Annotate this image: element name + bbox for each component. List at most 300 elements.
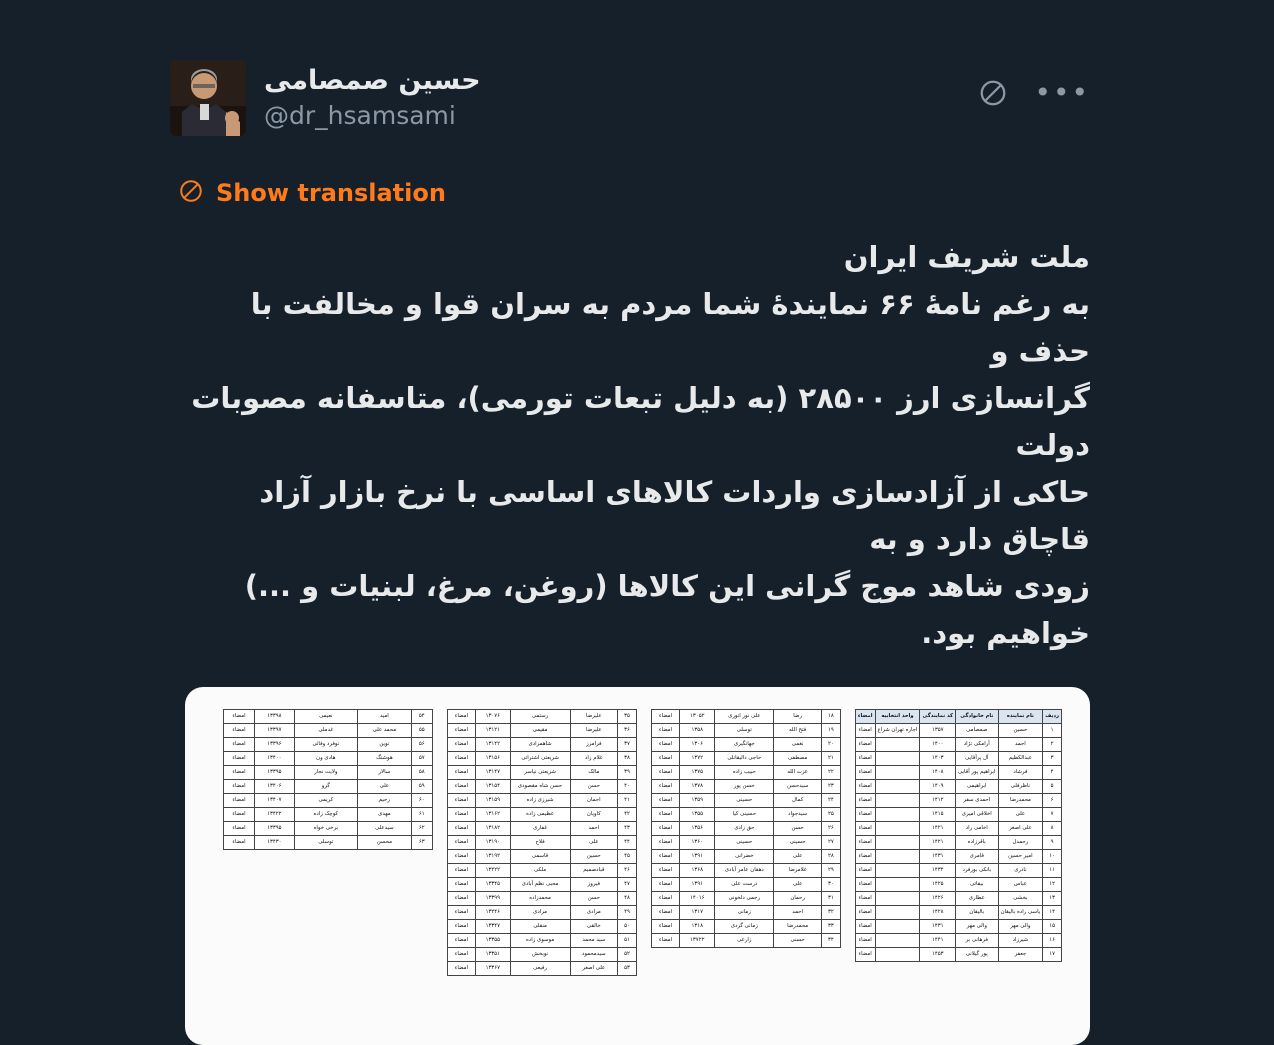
- table-cell: فرشاد: [998, 765, 1043, 779]
- table-row: [447, 765, 636, 779]
- table-cell: برخی خواه: [294, 821, 358, 835]
- table-cell: امضاء: [651, 723, 679, 737]
- table-cell: علی: [774, 877, 822, 891]
- table-cell: امضاء: [855, 737, 875, 751]
- table-cell: آرامکی نژاد: [956, 737, 999, 751]
- table-cell: ۱۳۷۲: [680, 751, 715, 765]
- table-cell: امضاء: [855, 891, 875, 905]
- table-3: [651, 709, 841, 948]
- table-cell: ۲۳: [821, 779, 840, 793]
- table-cell: ۱۴۵۳: [920, 947, 956, 961]
- tweet-container: [170, 60, 1090, 1045]
- table-cell: رجمی دلخونی: [715, 891, 774, 905]
- table-cell: [875, 919, 920, 933]
- table-cell: حسن پور: [715, 779, 774, 793]
- table-cell: امضاء: [855, 765, 875, 779]
- table-row: [651, 933, 840, 947]
- table-cell: ۹: [1043, 835, 1062, 849]
- table-cell: رحیم: [358, 793, 412, 807]
- table-cell: فتح الله: [774, 723, 822, 737]
- table-cell: رحمان: [774, 891, 822, 905]
- table-cell: امضاء: [447, 751, 475, 765]
- tweet-text: [170, 234, 1090, 657]
- table-cell: امضاء: [855, 849, 875, 863]
- table-row: [447, 821, 636, 835]
- table-cell: ۱۳۴۰۶: [255, 779, 294, 793]
- table-cell: ابراهیمی: [956, 779, 999, 793]
- table-cell: ۲۷: [821, 835, 840, 849]
- table-row: [855, 849, 1061, 863]
- table-row: [651, 807, 840, 821]
- table-cell: ۶۱: [411, 807, 432, 821]
- table-cell: امضاء: [651, 877, 679, 891]
- table-cell: ۱۳۱۷: [680, 905, 715, 919]
- table-cell: کمال: [774, 793, 822, 807]
- table-cell: ۵۱: [618, 933, 637, 947]
- table-row: [223, 765, 432, 779]
- table-cell: علیرضا: [570, 723, 618, 737]
- table-cell: امضاء: [651, 933, 679, 947]
- table-cell: ۱۴۰۸: [920, 765, 956, 779]
- table-row: [651, 849, 840, 863]
- table-row: [651, 919, 840, 933]
- table-cell: حسین: [570, 849, 618, 863]
- table-cell: ۵۷: [411, 751, 432, 765]
- table-cell: نغمی: [774, 737, 822, 751]
- table-row: [447, 751, 636, 765]
- table-cell: امضاء: [447, 863, 475, 877]
- table-cell: امضاء: [223, 765, 254, 779]
- table-cell: حسین: [998, 723, 1043, 737]
- table-cell: امضاء: [223, 807, 254, 821]
- table-cell: [875, 737, 920, 751]
- table-cell: علی: [358, 779, 412, 793]
- table-cell: ۱۳۰۷۶: [476, 709, 511, 723]
- table-row: [447, 723, 636, 737]
- table-cell: ۱۳۹۱: [680, 849, 715, 863]
- translate-disabled-icon[interactable]: [978, 78, 1008, 108]
- table-cell: امضاء: [447, 723, 475, 737]
- table-cell: عبدالکظیم: [998, 751, 1043, 765]
- table-cell: ۳۰: [821, 877, 840, 891]
- tweet-header: [170, 60, 1090, 136]
- table-row: [223, 723, 432, 737]
- table-cell: حسینی: [774, 835, 822, 849]
- table-row: [223, 709, 432, 723]
- table-row: [855, 751, 1061, 765]
- table-cell: ۱۳۰۶: [680, 737, 715, 751]
- table-cell: امضاء: [447, 905, 475, 919]
- table-cell: علی: [774, 849, 822, 863]
- table-cell: ۵۸: [411, 765, 432, 779]
- table-cell: ۲۵: [821, 807, 840, 821]
- table-row: [447, 709, 636, 723]
- table-cell: امضاء: [855, 751, 875, 765]
- table-cell: نوین: [358, 737, 412, 751]
- table-cell: امضاء: [223, 737, 254, 751]
- table-cell: حسن شاه مقصودی: [510, 779, 570, 793]
- more-options-icon[interactable]: •••: [1034, 76, 1090, 109]
- table-cell: ۵۰: [618, 919, 637, 933]
- table-cell: ۱۳۳۴۷: [476, 919, 511, 933]
- table-cell: ۱۶: [1043, 933, 1062, 947]
- table-cell: ۱۳۴۲۲: [255, 807, 294, 821]
- table-cell: حاجی دالیقانلی: [715, 751, 774, 765]
- table-cell: ۱۳۳۹۹: [476, 891, 511, 905]
- table-cell: امضاء: [447, 765, 475, 779]
- table-cell: امضاء: [855, 779, 875, 793]
- table-cell: ۲۹: [821, 863, 840, 877]
- table-cell: امضاء: [447, 709, 475, 723]
- table-cell: کاویان: [570, 807, 618, 821]
- table-cell: امضاء: [855, 835, 875, 849]
- table-cell: امضاء: [223, 723, 254, 737]
- table-cell: ۴۸: [618, 891, 637, 905]
- table-cell: ۱۷: [1043, 947, 1062, 961]
- table-cell: ۱۳۵۹: [680, 793, 715, 807]
- table-cell: ۱۲: [1043, 877, 1062, 891]
- tweet-text-line: زودی شاهد موج گرانی این کالاها (روغن، مرغ، لبنیات و ...) خواهیم بود.: [244, 568, 1090, 650]
- table-cell: ۴۲: [618, 807, 637, 821]
- table-cell: سیدعلی: [358, 821, 412, 835]
- table-cell: [875, 821, 920, 835]
- table-cell: ۱۰: [1043, 849, 1062, 863]
- table-cell: ۶۳: [411, 835, 432, 849]
- table-cell: ۵۲: [618, 947, 637, 961]
- table-row: [855, 947, 1061, 961]
- table-cell: مهدی: [358, 807, 412, 821]
- table-row: [651, 737, 840, 751]
- table-row: [855, 877, 1061, 891]
- table-cell: عباس: [998, 877, 1043, 891]
- table-cell: ۵۳: [618, 961, 637, 975]
- table-cell: درست علی: [715, 877, 774, 891]
- table-cell: امضاء: [223, 835, 254, 849]
- table-cell: ۳۶: [618, 723, 637, 737]
- table-cell: احمد: [774, 905, 822, 919]
- table-cell: [875, 807, 920, 821]
- table-cell: ۱۹: [821, 723, 840, 737]
- table-cell: امضاء: [651, 863, 679, 877]
- tweet-text-line: گرانسازی ارز ۲۸۵۰۰ (به دلیل تبعات تورمی)، متاسفانه مصوبات دولت: [191, 380, 1090, 462]
- table-cell: ۳۴: [821, 933, 840, 947]
- table-cell: شاهمرادی: [510, 737, 570, 751]
- table-cell: [875, 947, 920, 961]
- table-cell: امضاء: [223, 793, 254, 807]
- table-cell: ۷: [1043, 807, 1062, 821]
- table-row: [447, 835, 636, 849]
- table-cell: ۳۲: [821, 905, 840, 919]
- table-cell: امضاء: [447, 877, 475, 891]
- table-cell: ۱۳۷۵: [680, 765, 715, 779]
- table-cell: صمصامی: [956, 723, 999, 737]
- table-cell: ۴۷: [618, 877, 637, 891]
- table-cell: رستمی: [510, 709, 570, 723]
- table-cell: ۱۳۳۹۵: [255, 765, 294, 779]
- table-row: [447, 919, 636, 933]
- table-cell: امضاء: [651, 737, 679, 751]
- table-row: [651, 765, 840, 779]
- table-cell: حسن: [570, 891, 618, 905]
- tweet-text-line: به رغم نامهٔ ۶۶ نمایندهٔ شما مردم به سران قوا و مخالفت با حذف و: [250, 286, 1090, 368]
- table-cell: سیدمحمود: [570, 947, 618, 961]
- table-cell: امضاء: [447, 807, 475, 821]
- table-row: [651, 863, 840, 877]
- table-cell: حبیب زاده: [715, 765, 774, 779]
- table-header-cell: واحد انتخابیه: [875, 709, 920, 723]
- table-cell: حق زادی: [715, 821, 774, 835]
- table-cell: امضاء: [651, 905, 679, 919]
- table-cell: شیرزاد: [998, 933, 1043, 947]
- table-cell: امضاء: [447, 891, 475, 905]
- table-row: [855, 723, 1061, 737]
- table-cell: ۱۳۱۹۲: [476, 849, 511, 863]
- table-cell: ۱۳۱۸۲: [476, 821, 511, 835]
- table-cell: امضاء: [651, 849, 679, 863]
- table-cell: [875, 849, 920, 863]
- table-cell: بالیقان: [956, 905, 999, 919]
- avatar[interactable]: [170, 60, 246, 136]
- table-row: [447, 933, 636, 947]
- table-cell: ۱۱: [1043, 863, 1062, 877]
- table-cell: مرادی: [570, 905, 618, 919]
- table-cell: دهقان عامر آبادی: [715, 863, 774, 877]
- table-cell: ۱۴۲۵: [920, 877, 956, 891]
- table-cell: نوفرد وفائی: [294, 737, 358, 751]
- table-cell: [875, 793, 920, 807]
- table-row: [447, 891, 636, 905]
- table-cell: ۱۴۳۴: [920, 863, 956, 877]
- table-cell: ۱۸: [821, 709, 840, 723]
- header-actions: [978, 60, 1090, 108]
- translate-icon: [178, 178, 204, 208]
- table-cell: امضاء: [447, 961, 475, 975]
- table-cell: ۱۳۳۹۸: [255, 709, 294, 723]
- table-cell: خضرانی: [715, 849, 774, 863]
- table-header-row: [855, 709, 1061, 723]
- table-row: [651, 905, 840, 919]
- table-row: [855, 919, 1061, 933]
- show-translation-row[interactable]: [178, 178, 1090, 208]
- table-cell: ۱۳۱۴۷: [476, 765, 511, 779]
- table-cell: حسنی: [774, 933, 822, 947]
- table-cell: عطاری: [956, 891, 999, 905]
- table-cell: حسینی: [715, 793, 774, 807]
- table-cell: ۱۴۰۹: [920, 779, 956, 793]
- table-cell: ۱۴۴۱: [920, 933, 956, 947]
- table-cell: امضاء: [855, 807, 875, 821]
- table-cell: هادی ون: [294, 751, 358, 765]
- table-cell: [875, 779, 920, 793]
- table-cell: ۳۹: [618, 765, 637, 779]
- table-cell: علی اصغر: [570, 961, 618, 975]
- table-row: [651, 723, 840, 737]
- table-cell: ۱۳۳۵۱: [476, 947, 511, 961]
- table-cell: ۱۴۲۸: [920, 905, 956, 919]
- table-cell: سید محمد: [570, 933, 618, 947]
- table-cell: امضاء: [223, 751, 254, 765]
- table-cell: قامری: [956, 849, 999, 863]
- table-header-cell: نام نمایندە: [998, 709, 1043, 723]
- table-row: [651, 891, 840, 905]
- table-cell: [875, 765, 920, 779]
- table-cell: احمدی سفر: [956, 793, 999, 807]
- table-cell: [875, 905, 920, 919]
- table-cell: امضاء: [447, 737, 475, 751]
- table-cell: حسینی: [715, 835, 774, 849]
- table-row: [223, 835, 432, 849]
- table-cell: شریعتی نیاسر: [510, 765, 570, 779]
- table-cell: امضاء: [447, 821, 475, 835]
- table-cell: هوشنگ: [358, 751, 412, 765]
- display-name: حسین صمصامی: [264, 65, 481, 96]
- table-row: [855, 835, 1061, 849]
- table-cell: محمدزاده: [510, 891, 570, 905]
- table-cell: ۵۴: [411, 709, 432, 723]
- table-cell: ۱۳۹۱: [680, 877, 715, 891]
- table-cell: امضاء: [651, 751, 679, 765]
- author-block: [264, 60, 481, 132]
- table-cell: امضاء: [651, 891, 679, 905]
- table-cell: علی: [998, 807, 1043, 821]
- table-cell: ۲۶: [821, 821, 840, 835]
- table-cell: فرهانی بر: [956, 933, 999, 947]
- table-row: [447, 849, 636, 863]
- table-cell: امضاء: [651, 919, 679, 933]
- table-cell: [875, 751, 920, 765]
- table-cell: ۱۳۴۰۰: [255, 751, 294, 765]
- tweet-media-card[interactable]: [185, 687, 1090, 1045]
- table-cell: ۲۸: [821, 849, 840, 863]
- table-cell: امضاء: [447, 933, 475, 947]
- table-cell: توسلی: [294, 835, 358, 849]
- table-row: [447, 737, 636, 751]
- table-cell: ۱۳۶۸: [680, 863, 715, 877]
- table-cell: ۱۳۳۹۶: [255, 737, 294, 751]
- table-cell: غفاری: [510, 821, 570, 835]
- table-cell: ۱۳۲۴۶: [476, 905, 511, 919]
- table-cell: احمان: [570, 793, 618, 807]
- table-cell: ۱۳: [1043, 891, 1062, 905]
- table-cell: ۱۴: [1043, 905, 1062, 919]
- table-cell: ۱۴۱۲: [920, 793, 956, 807]
- table-cell: ۵۶: [411, 737, 432, 751]
- table-row: [651, 835, 840, 849]
- table-cell: امضاء: [855, 821, 875, 835]
- signature-table-wrapper: [223, 709, 433, 1023]
- table-cell: ۱۵: [1043, 919, 1062, 933]
- table-cell: ۱: [1043, 723, 1062, 737]
- table-cell: ۱۳۷۲۲: [680, 933, 715, 947]
- table-cell: محبی نظم آبادی: [510, 877, 570, 891]
- table-row: [447, 793, 636, 807]
- table-cell: ۴۰: [618, 779, 637, 793]
- table-cell: [875, 891, 920, 905]
- table-cell: امید: [358, 709, 412, 723]
- table-cell: توسلی: [715, 723, 774, 737]
- table-cell: ناظرفلی: [998, 779, 1043, 793]
- table-cell: مالک: [570, 765, 618, 779]
- table-cell: نادری: [998, 863, 1043, 877]
- table-cell: جعفر: [998, 947, 1043, 961]
- table-cell: نوبخش: [510, 947, 570, 961]
- table-row: [447, 779, 636, 793]
- table-row: [651, 821, 840, 835]
- table-row: [447, 961, 636, 975]
- table-cell: امضاء: [855, 947, 875, 961]
- table-cell: موسوی زاده: [510, 933, 570, 947]
- table-cell: امضاء: [651, 835, 679, 849]
- table-cell: ۶۰: [411, 793, 432, 807]
- show-translation-label[interactable]: Show translation: [216, 179, 446, 207]
- table-cell: سالار: [358, 765, 412, 779]
- table-cell: امضاء: [651, 765, 679, 779]
- table-cell: امضاء: [855, 933, 875, 947]
- table-cell: ۱۳۳۵۵: [476, 933, 511, 947]
- table-cell: امضاء: [651, 821, 679, 835]
- table-cell: ۱۴۳۱: [920, 849, 956, 863]
- table-row: [223, 737, 432, 751]
- table-cell: پور گیلانی: [956, 947, 999, 961]
- table-cell: ۱۳۴۰۷: [255, 793, 294, 807]
- table-cell: ۴۴: [618, 835, 637, 849]
- table-cell: ۴۳: [618, 821, 637, 835]
- table-header-cell: کد نمایندگی: [920, 709, 956, 723]
- table-row: [223, 779, 432, 793]
- table-cell: امضاء: [447, 919, 475, 933]
- table-cell: امیر حسین: [998, 849, 1043, 863]
- table-cell: ۱۳۱۶۲: [476, 807, 511, 821]
- table-cell: بیقاتی: [956, 877, 999, 891]
- table-cell: حسن: [774, 821, 822, 835]
- table-cell: ۱۴۰۱۶: [680, 891, 715, 905]
- table-cell: [875, 835, 920, 849]
- table-cell: غلام زاد: [570, 751, 618, 765]
- table-row: [223, 807, 432, 821]
- table-cell: محمدرضا: [774, 919, 822, 933]
- table-cell: امضاء: [447, 849, 475, 863]
- table-cell: ۱۳۱۵۶: [476, 751, 511, 765]
- table-cell: ۱۳۱۸: [680, 919, 715, 933]
- signature-table-wrapper: [855, 709, 1062, 1023]
- table-cell: منقلی: [510, 919, 570, 933]
- table-cell: ۳۸: [618, 751, 637, 765]
- table-cell: امضاء: [855, 723, 875, 737]
- table-cell: ۴۶: [618, 863, 637, 877]
- table-cell: گرو: [294, 779, 358, 793]
- table-cell: یاسی راده بالیقان: [998, 905, 1043, 919]
- table-cell: ۱۴۳۱: [920, 919, 956, 933]
- table-cell: ۱۳۶۰: [680, 835, 715, 849]
- table-row: [651, 751, 840, 765]
- table-row: [855, 863, 1061, 877]
- table-row: [447, 877, 636, 891]
- table-cell: محمد علی: [358, 723, 412, 737]
- table-cell: والی مهر: [998, 919, 1043, 933]
- signature-table-wrapper: [651, 709, 841, 1023]
- tweet-text-line: حاکی از آزادسازی واردات کالاهای اساسی با نرخ بازار آزاد قاچاق دارد و به: [259, 474, 1090, 556]
- table-cell: امضاء: [223, 779, 254, 793]
- table-cell: ۶۲: [411, 821, 432, 835]
- table-cell: علیرضا: [570, 709, 618, 723]
- table-row: [651, 709, 840, 723]
- table-cell: احمد: [570, 821, 618, 835]
- table-cell: ۳۵: [618, 709, 637, 723]
- table-cell: امضاء: [855, 919, 875, 933]
- table-cell: امضاء: [855, 863, 875, 877]
- table-cell: ۱۴۱۵: [920, 807, 956, 821]
- table-cell: ۱۳۱۵۴: [476, 779, 511, 793]
